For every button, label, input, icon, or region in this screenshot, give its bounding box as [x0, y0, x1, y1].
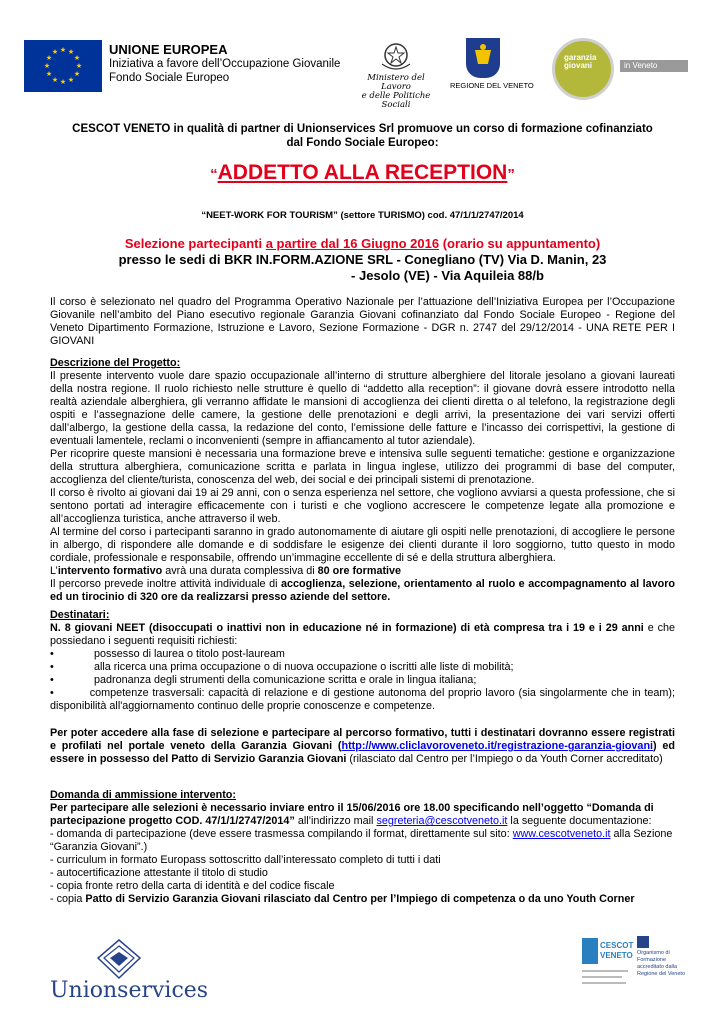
eu-subtitle	[109, 57, 340, 85]
venue-2: - Jesolo (VE) - Via Aquileia 88/b	[351, 268, 544, 283]
ministry-line-1: Ministero del Lavoro	[367, 73, 425, 92]
svg-text:★: ★	[59, 46, 67, 54]
p5-a: L’	[50, 565, 58, 577]
svg-text:★: ★	[45, 54, 53, 62]
intro-line-1: CESCOT VENETO in qualità di partner di Unionservices Srl promuove un corso di formazione cofinanziato	[72, 123, 653, 135]
doc-5-a: - copia	[50, 893, 86, 905]
project-p4: Al termine del corso i partecipanti saranno in grado autonomamente di aiutare gli ospiti nelle prenotazioni, di accogliere le persone in albergo, di rispondere alle domande e di soddisfare le esigenze dei clienti durante il loro soggiorno, tutto questo in modo cordiale, professionale e responsabile, offrendo un’immagine eccellente di sé e della struttura alberghiera.	[50, 526, 675, 564]
recipient-item-4	[50, 687, 675, 713]
doc-1-b: alla Sezione “Garanzia Giovani”.)	[50, 828, 673, 853]
doc-1-a: - domanda di partecipazione (deve essere trasmessa compilando il format, direttamente sul sito:	[50, 828, 513, 840]
project-heading-text: Descrizione del Progetto	[50, 357, 177, 369]
recipient-item-3	[50, 674, 675, 687]
region-name: REGIONE DEL VENETO	[450, 81, 534, 90]
application-section	[50, 789, 675, 906]
selection-line	[0, 236, 725, 252]
eu-title: UNIONE EUROPEA	[109, 42, 228, 57]
recipients-lead-b: e che possiedano i seguenti requisiti richiesti:	[50, 622, 675, 647]
doc-item-1	[50, 828, 675, 854]
p5-d: 80 ore formative	[317, 565, 402, 577]
application-lead	[50, 802, 675, 828]
italian-emblem-icon	[376, 40, 416, 74]
svg-text:★: ★	[73, 54, 81, 62]
course-title: “ADDETTO ALLA RECEPTION”	[210, 161, 515, 184]
regione-veneto-mark-icon	[637, 936, 649, 948]
veneto-shield-icon	[466, 38, 500, 78]
overview-paragraph: Il corso è selezionato nel quadro del Programma Operativo Nazionale per l’attuazione dell’Iniziativa Europea per l’Occupazione Giovanile nell’ambito del Piano esecutivo regionale Garanzia Giovani cofinanziato dal Fondo Sociale Europeo - Regione del Veneto Dipartimento Formazione, Istruzione e Lavoro, Sezione Formazione - DGR n. 2747 del 29/12/2014 - UNA RETE PER I GIOVANI	[50, 296, 675, 347]
p6-a: Il percorso prevede inoltre attività individuale di	[50, 578, 281, 590]
application-heading-text: Domanda di ammissione intervento	[50, 789, 233, 801]
p5-b: intervento formativo	[57, 565, 163, 577]
access-c: (rilasciato dal Centro per l’Impiego o da Youth Corner accreditato)	[346, 753, 663, 765]
recipients-heading-text: Destinatari	[50, 609, 106, 621]
garanzia-giovani-text	[564, 54, 604, 70]
project-p5	[50, 565, 675, 578]
recipient-item-2	[50, 661, 675, 674]
recipients-section	[50, 609, 675, 713]
intro	[40, 122, 685, 150]
svg-text:★: ★	[51, 76, 59, 84]
svg-text:★: ★	[51, 48, 59, 56]
doc-item-3: - autocertificazione attestante il titolo di studio	[50, 867, 268, 879]
svg-text:★: ★	[43, 62, 51, 70]
regione-veneto-logo	[450, 38, 534, 96]
garanzia-giovani-link[interactable]: http://www.cliclavoroveneto.it/registrazione-garanzia-giovani	[341, 740, 654, 752]
svg-text:★: ★	[75, 62, 83, 70]
recipient-item-text: alla ricerca una prima occupazione o di nuova occupazione o iscritti alle liste di mobilità;	[94, 661, 514, 673]
bullet-icon: •	[50, 661, 54, 673]
selection-date: a partire dal 16 Giugno 2016	[265, 236, 440, 251]
doc-item-5	[50, 893, 675, 906]
svg-text:★: ★	[73, 70, 81, 78]
recipients-lead-a: N. 8 giovani NEET (disoccupati o inattivi non in educazione né in formazione) di età compresa tra i 19 e i 29 anni	[50, 622, 644, 634]
unionservices-logo-text: Unionservices	[50, 978, 209, 1003]
eu-line-1: Iniziativa a favore dell’Occupazione Giovanile	[109, 58, 341, 70]
website-link[interactable]: www.cescotveneto.it	[512, 828, 611, 840]
gg-line-1: garanzia	[564, 53, 597, 62]
svg-text:★: ★	[67, 76, 75, 84]
recipients-heading: Destinatari:	[50, 609, 110, 621]
doc-5-b: Patto di Servizio Garanzia Giovani rilasciato dal Centro per l’Impiego di competenza o da uno Youth Corner	[85, 893, 635, 905]
ministry-logo	[354, 40, 438, 110]
recipient-item-text: possesso di laurea o titolo post-lauream	[94, 648, 285, 660]
access-a: Per poter accedere alla fase di selezione e partecipare al percorso formativo, tutti i destinatari dovranno essere registrati e profilati nel portale veneto della Garanzia Giovani (	[50, 727, 675, 752]
doc-item-2: - curriculum in formato Europass sottoscritto dall’interessato completo di tutti i dati	[50, 854, 441, 866]
course-title-text: ADDETTO ALLA RECEPTION	[217, 161, 508, 184]
selection-text-1: Selezione partecipanti	[124, 236, 266, 251]
bullet-icon: •	[50, 674, 54, 686]
application-lead-b: all’indirizzo mail	[294, 815, 377, 827]
eu-line-2: Fondo Sociale Europeo	[109, 72, 230, 84]
project-p3: Il corso è rivolto ai giovani dai 19 ai 29 anni, con o senza esperienza nel settore, che vogliono avviarsi a questa professione, che si sentono portati ad interagire efficacemente con i turisti e che vogliono accrescere le competenze legate alla promozione e all’accoglienza turistica, anche attraverso il web.	[50, 487, 675, 525]
accreditation-badge	[637, 936, 687, 998]
application-lead-c: la seguente documentazione:	[507, 815, 652, 827]
venue-1: presso le sedi di BKR IN.FORM.AZIONE SRL - Conegliano (TV) Via D. Manin, 23	[118, 252, 607, 267]
application-lead-a: Per partecipare alle selezioni è necessario inviare entro il 15/06/2016 ore 18.00 specificando nell’oggetto “Domanda di partecipazione progetto COD. 47/1/1/2747/2014”	[50, 802, 654, 827]
bullet-icon: •	[50, 648, 54, 660]
ministry-line-2: e delle Politiche Sociali	[361, 91, 431, 110]
gg-line-2: giovani	[564, 61, 593, 70]
cescot-line-1: CESCOT	[600, 941, 634, 950]
accreditation-text: Organismo di Formazione accreditato dalla Regione del Veneto	[637, 950, 686, 977]
email-link[interactable]: segreteria@cescotveneto.it	[376, 815, 508, 827]
project-p2: Per ricoprire queste mansioni è necessaria una formazione breve e intensiva sulle seguenti tematiche: gestione e organizzazione della struttura alberghiera, comunicazione scritta e parlata in lingua inglese, utilizzo dei programmi di base del computer, accoglienza del cliente/turista, conoscenza del web, dei social e dei principali sistemi di prenotazione.	[50, 448, 675, 486]
cescot-line-2: VENETO	[600, 951, 633, 960]
selection-text-3: (orario su appuntamento)	[439, 236, 601, 251]
cescot-veneto-logo	[580, 936, 634, 998]
bullet-icon: •	[50, 687, 54, 699]
garanzia-giovani-logo	[552, 38, 618, 98]
p5-c: avrà una durata complessiva di	[162, 565, 318, 577]
svg-text:★: ★	[67, 48, 75, 56]
access-b: ) ed essere in possesso del Patto di Servizio Garanzia Giovani	[50, 740, 676, 765]
recipient-item-text: padronanza degli strumenti della comunicazione scritta e orale in lingua italiana;	[94, 674, 477, 686]
intro-line-2: dal Fondo Sociale Europeo:	[286, 137, 439, 149]
svg-text:★: ★	[45, 70, 53, 78]
p6-b: accoglienza, selezione, orientamento al ruolo e accompagnamento al lavoro ed un tirocinio di 320 ore da realizzarsi presso aziende del settore.	[50, 578, 675, 603]
ministry-text	[354, 74, 438, 110]
eu-flag-logo	[24, 40, 102, 92]
project-p1: Il presente intervento vuole dare spazio occupazionale all’interno di strutture alberghiere del litorale jesolano a giovani laureati della nostra regione. Il ruolo richiesto nelle strutture è quello di “addetto alla reception”: il giovane dovrà essere introdotto nella realtà aziendale alberghiera, gli verranno affidate le mansioni di accoglienza dei clienti diretta o al telefono, la registrazione degli ospiti e l’assegnazione delle camere, la gestione delle prenotazioni e degli arrivi, la presentazione dei vari servizi offerti dall’albergo, la gestione della cassa, la redazione del conto, l’emissione delle fatture e l’incasso dei corrispettivi, la gestione di eventuali lamentele, reclami o inconvenienti (sempre in affiancamento al tutor aziendale).	[50, 370, 675, 447]
svg-text:★: ★	[59, 78, 67, 86]
recipient-item-1	[50, 648, 675, 661]
doc-item-4: - copia fronte retro della carta di identità e del codice fiscale	[50, 880, 335, 892]
recipients-lead	[50, 622, 675, 648]
project-p6	[50, 578, 675, 604]
application-heading: Domanda di ammissione intervento:	[50, 789, 236, 801]
project-section	[50, 357, 675, 604]
in-veneto-label: in Veneto	[620, 60, 688, 72]
recipient-item-text: competenze trasversali: capacità di relazione e di gestione autonoma del proprio lavoro (sia singolarmente che in team); disponibilità all'aggiornamento continuo delle proprie conoscenze e competenze.	[50, 687, 675, 712]
selection-info	[0, 236, 725, 284]
course-code: “NEET-WORK FOR TOURISM” (settore TURISMO) cod. 47/1/1/2747/2014	[201, 210, 524, 221]
access-paragraph	[50, 727, 675, 766]
project-heading: Descrizione del Progetto:	[50, 357, 181, 369]
